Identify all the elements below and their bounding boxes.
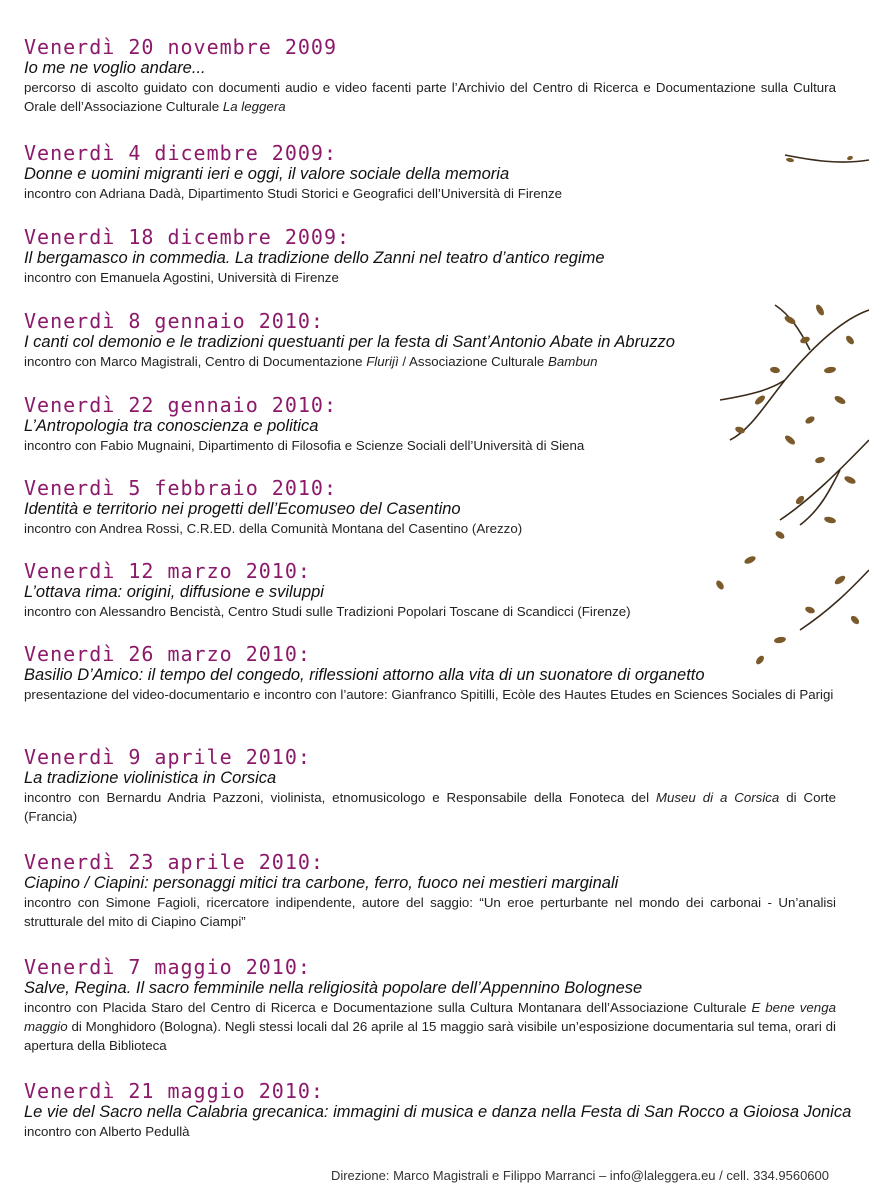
event-date: Venerdì 23 aprile 2010: [24, 850, 324, 874]
event-title: L’ottava rima: origini, diffusione e sviluppi [24, 583, 324, 601]
event-item [24, 560, 836, 621]
event-description [24, 436, 836, 455]
event-desc-text: incontro con Marco Magistrali, Centro di Documentazione [24, 354, 367, 369]
event-desc-text: di Monghidoro (Bologna). Negli stessi locali dal 26 aprile al 15 maggio sarà visibile un’esposizione documentaria sul tema, orari di apertura della Biblioteca [24, 1019, 836, 1053]
event-description [24, 788, 836, 826]
event-title: Io me ne voglio andare... [24, 59, 206, 77]
event-title: Salve, Regina. Il sacro femminile nella religiosità popolare dell’Appennino Bolognese [24, 979, 643, 997]
event-desc-text: incontro con Simone Fagioli, ricercatore indipendente, autore del saggio: “Un eroe perturbante nel mondo dei carbonai - Un’analisi strutturale del mito di Ciapino Ciampi” [24, 895, 836, 929]
event-title: Identità e territorio nei progetti dell’Ecomuseo del Casentino [24, 500, 461, 518]
event-desc-text: incontro con Bernardu Andria Pazzoni, violinista, etnomusicologo e Responsabile della Fonoteca del [24, 790, 656, 805]
event-date: Venerdì 12 marzo 2010: [24, 559, 311, 583]
event-description [24, 352, 836, 371]
event-title: Ciapino / Ciapini: personaggi mitici tra carbone, ferro, fuoco nei mestieri marginali [24, 874, 619, 892]
event-date: Venerdì 26 marzo 2010: [24, 642, 311, 666]
event-title: Il bergamasco in commedia. La tradizione dello Zanni nel teatro d’antico regime [24, 249, 605, 267]
event-date: Venerdì 18 dicembre 2009: [24, 225, 351, 249]
event-title: Donne e uomini migranti ieri e oggi, il valore sociale della memoria [24, 165, 510, 183]
event-desc-text: incontro con Alberto Pedullà [24, 1124, 190, 1139]
event-item [24, 956, 836, 1055]
event-description [24, 78, 836, 116]
event-description [24, 1122, 836, 1141]
event-desc-text: incontro con Alessandro Bencistà, Centro Studi sulle Tradizioni Popolari Toscane di Scandicci (Firenze) [24, 604, 631, 619]
event-date: Venerdì 7 maggio 2010: [24, 955, 311, 979]
event-desc-italic: Bambun [548, 354, 598, 369]
event-item [24, 310, 836, 371]
event-description [24, 184, 836, 203]
event-desc-text: percorso di ascolto guidato con documenti audio e video facenti parte l’Archivio del Centro di Ricerca e Documentazione sulla Cultura Orale dell’Associazione Culturale [24, 80, 836, 114]
footer-contact: Direzione: Marco Magistrali e Filippo Marranci – info@laleggera.eu / cell. 334.9560600 [330, 1168, 829, 1183]
event-item [24, 394, 836, 455]
event-desc-text: incontro con Andrea Rossi, C.R.ED. della Comunità Montana del Casentino (Arezzo) [24, 521, 523, 536]
event-date: Venerdì 21 maggio 2010: [24, 1079, 324, 1103]
event-desc-text: incontro con Fabio Mugnaini, Dipartimento di Filosofia e Scienze Sociali dell’Università di Siena [24, 438, 585, 453]
event-date: Venerdì 8 gennaio 2010: [24, 309, 324, 333]
event-desc-text: di Corte (Francia) [24, 790, 836, 824]
event-item [24, 746, 836, 826]
event-description [24, 685, 836, 704]
event-description [24, 519, 836, 538]
event-desc-italic: Flurijì [366, 354, 399, 369]
event-description [24, 268, 836, 287]
event-date: Venerdì 22 gennaio 2010: [24, 393, 337, 417]
event-desc-italic: E bene venga maggio [24, 1000, 836, 1034]
event-item [24, 851, 836, 931]
event-date: Venerdì 20 novembre 2009 [24, 35, 337, 59]
event-item [24, 643, 836, 704]
event-desc-italic: Museu di a Corsica [655, 790, 780, 805]
event-desc-text: incontro con Placida Staro del Centro di Ricerca e Documentazione sulla Cultura Montanara dell’Associazione Culturale [24, 1000, 752, 1015]
event-desc-text: incontro con Adriana Dadà, Dipartimento Studi Storici e Geografici dell’Università di Firenze [24, 186, 563, 201]
event-date: Venerdì 9 aprile 2010: [24, 745, 311, 769]
event-description [24, 893, 836, 931]
event-title: La tradizione violinistica in Corsica [24, 769, 277, 787]
event-description [24, 998, 836, 1055]
event-desc-text: / Associazione Culturale [398, 354, 549, 369]
event-item [24, 477, 836, 538]
event-item [24, 1079, 852, 1141]
event-date: Venerdì 4 dicembre 2009: [24, 141, 337, 165]
event-title: Le vie del Sacro nella Calabria grecanica: immagini di musica e danza nella Festa di San Rocco a Gioiosa Jonica [24, 1103, 852, 1121]
event-date: Venerdì 5 febbraio 2010: [24, 476, 337, 500]
event-title: L’Antropologia tra conoscienza e politica [24, 417, 319, 435]
event-description [24, 602, 836, 621]
event-item [24, 142, 836, 203]
event-item [24, 226, 836, 287]
event-item [24, 36, 836, 116]
event-title: I canti col demonio e le tradizioni questuanti per la festa di Sant’Antonio Abate in Abruzzo [24, 333, 675, 351]
event-desc-italic: La leggera [222, 99, 286, 114]
event-desc-text: incontro con Emanuela Agostini, Università di Firenze [24, 270, 339, 285]
event-title: Basilio D’Amico: il tempo del congedo, riflessioni attorno alla vita di un suonatore di organetto [24, 666, 705, 684]
event-desc-text: presentazione del video-documentario e incontro con l’autore: Gianfranco Spitilli, Ecòle des Hautes Etudes en Sciences Sociales di Parigi [24, 687, 834, 702]
